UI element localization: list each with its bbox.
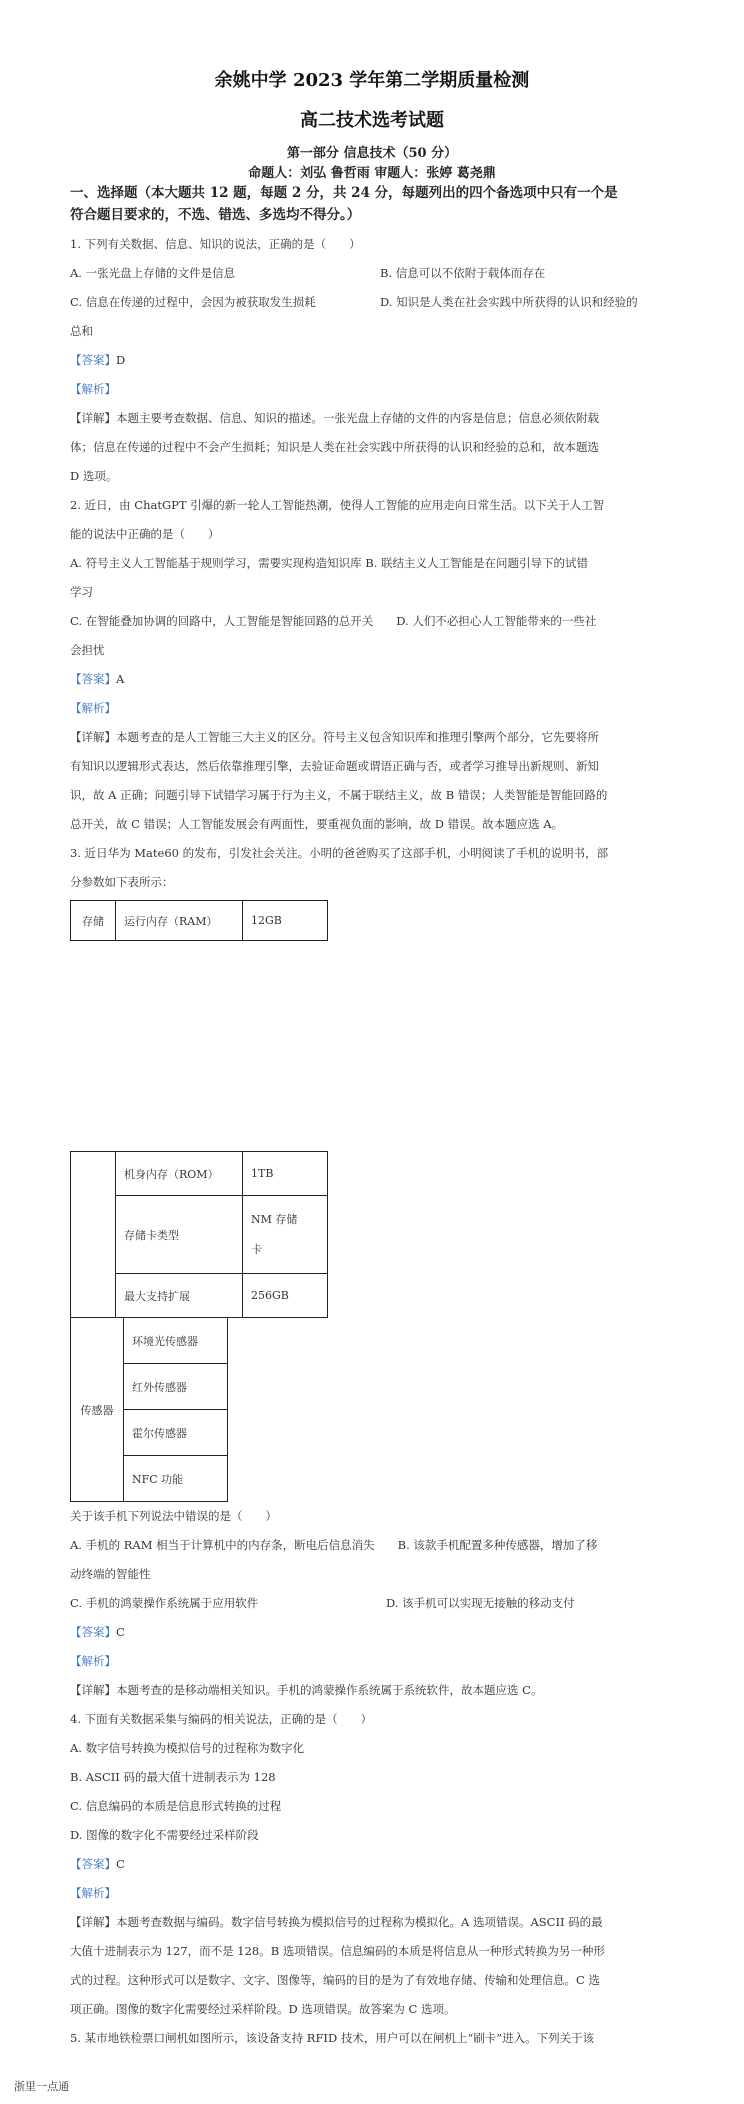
- q3-stem-2: 分参数如下表所示：: [70, 875, 174, 889]
- q3-stem-1: 3. 近日华为 Mate60 的发布，引发社会关注。小明的爸爸购买了这部手机，小明阅读了手机的说明书，部: [70, 846, 609, 860]
- q2-detail-4: 总开关，故 C 错误；人工智能发展会有两面性，要重视负面的影响，故 D 错误。故本题应选 A。: [70, 817, 564, 831]
- spec-group-storage: 存储: [71, 901, 116, 941]
- sensor-item: 环境光传感器: [124, 1318, 228, 1364]
- footer-source: 浙里一点通: [14, 2080, 69, 2093]
- q1-detail-1: 【详解】本题主要考查数据、信息、知识的描述。一张光盘上存储的文件的内容是信息；信息必须依附载: [70, 411, 599, 425]
- q3-option-d: D. 该手机可以实现无接触的移动支付: [386, 1596, 575, 1610]
- q2-stem-1: 2. 近日，由 ChatGPT 引爆的新一轮人工智能热潮，使得人工智能的应用走向日常生活。以下关于人工智: [70, 498, 605, 512]
- q4-option-a: A. 数字信号转换为模拟信号的过程称为数字化: [70, 1741, 305, 1755]
- q4-option-c: C. 信息编码的本质是信息形式转换的过程: [70, 1799, 282, 1813]
- exam-subtitle: 高二技术选考试题: [300, 110, 444, 131]
- q3-options-cd: [70, 1589, 690, 1618]
- spec-group-sensors: 传感器: [71, 1318, 124, 1502]
- q4-detail-2: 大值十进制表示为 127，而不是 128。B 选项错误。信息编码的本质是将信息从一种形式转换为另一种形: [70, 1944, 605, 1958]
- spec-ram-value: 12GB: [243, 901, 328, 941]
- section-heading-line2: 符合题目要求的，不选、错选、多选均不得分。）: [70, 207, 361, 223]
- q1-option-b: B. 信息可以不依附于载体而存在: [380, 266, 546, 280]
- q1-answer: 【答案】D: [70, 353, 126, 367]
- q1-option-d-cont: 总和: [70, 324, 93, 338]
- spec-card-value: NM 存储 卡: [243, 1196, 328, 1274]
- q4-answer: 【答案】C: [70, 1857, 125, 1871]
- q1-analysis-label: 【解析】: [70, 382, 116, 396]
- q2-detail-3: 识，故 A 正确；问题引导下试错学习属于行为主义，不属于联结主义，故 B 错误；人类智能是智能回路的: [70, 788, 608, 802]
- q3-answer: 【答案】C: [70, 1625, 125, 1639]
- q2-answer: 【答案】A: [70, 672, 125, 686]
- q5-stem-1: 5. 某市地铁检票口闸机如图所示，该设备支持 RFID 技术，用户可以在闸机上“刷卡”进入。下列关于该: [70, 2031, 595, 2045]
- part-heading: 第一部分 信息技术（50 分）: [286, 146, 458, 161]
- exam-title: 余姚中学 2023 学年第二学期质量检测: [214, 70, 530, 91]
- q1-detail-2: 体；信息在传递的过程中不会产生损耗；知识是人类在社会实践中所获得的认识和经验的总和，故本题选: [70, 440, 599, 454]
- q3-option-c: C. 手机的鸿蒙操作系统属于应用软件: [70, 1596, 259, 1610]
- q2-analysis-label: 【解析】: [70, 701, 116, 715]
- q1-options-cd: [70, 288, 690, 317]
- q4-option-b: B. ASCII 码的最大值十进制表示为 128: [70, 1770, 276, 1784]
- spec-table-sensors: [70, 1317, 228, 1502]
- spec-table-top: [70, 900, 328, 941]
- sensor-item: 红外传感器: [124, 1364, 228, 1410]
- authors-line: 命题人：刘弘 鲁哲雨 审题人：张婷 葛尧鼎: [248, 166, 496, 181]
- q3-options-ab-1: A. 手机的 RAM 相当于计算机中的内存条，断电后信息消失 B. 该款手机配置多种传感器，增加了移: [70, 1538, 598, 1552]
- q1-option-d: D. 知识是人类在社会实践中所获得的认识和经验的: [380, 295, 638, 309]
- q4-detail-1: 【详解】本题考查数据与编码。数字信号转换为模拟信号的过程称为模拟化。A 选项错误。ASCII 码的最: [70, 1915, 603, 1929]
- q2-options-ab-1: A. 符号主义人工智能基于规则学习，需要实现构造知识库 B. 联结主义人工智能是在问题引导下的试错: [70, 556, 589, 570]
- q1-options-ab: [70, 259, 690, 288]
- spec-rom-label: 机身内存（ROM）: [116, 1152, 243, 1196]
- spec-ext-value: 256GB: [243, 1274, 328, 1318]
- section-heading-line1: 一、选择题（本大题共 12 题，每题 2 分，共 24 分，每题列出的四个备选项中只有一个是: [70, 185, 618, 201]
- q3-question: 关于该手机下列说法中错误的是（ ）: [70, 1509, 277, 1523]
- q4-option-d: D. 图像的数字化不需要经过采样阶段: [70, 1828, 259, 1842]
- q4-analysis-label: 【解析】: [70, 1886, 116, 1900]
- q2-detail-1: 【详解】本题考查的是人工智能三大主义的区分。符号主义包含知识库和推理引擎两个部分，它先要将所: [70, 730, 599, 744]
- q3-analysis-label: 【解析】: [70, 1654, 116, 1668]
- q4-detail-3: 式的过程。这种形式可以是数字、文字、图像等，编码的目的是为了有效地存储、传输和处理信息。C 选: [70, 1973, 600, 1987]
- q2-stem-2: 能的说法中正确的是（ ）: [70, 527, 220, 541]
- spec-rom-value: 1TB: [243, 1152, 328, 1196]
- spec-table-storage: [70, 1151, 328, 1318]
- spec-card-label: 存储卡类型: [116, 1196, 243, 1274]
- q2-options-cd-1: C. 在智能叠加协调的回路中，人工智能是智能回路的总开关 D. 人们不必担心人工智能带来的一些社: [70, 614, 597, 628]
- q2-options-ab-2: 学习: [70, 585, 93, 599]
- q1-option-c: C. 信息在传递的过程中，会因为被获取发生损耗: [70, 295, 316, 309]
- q4-detail-4: 项正确。图像的数字化需要经过采样阶段。D 选项错误。故答案为 C 选项。: [70, 2002, 456, 2016]
- q1-detail-3: D 选项。: [70, 469, 118, 483]
- q3-detail: 【详解】本题考查的是移动端相关知识。手机的鸿蒙操作系统属于系统软件，故本题应选 C。: [70, 1683, 543, 1697]
- q1-stem: 1. 下列有关数据、信息、知识的说法，正确的是（ ）: [70, 237, 361, 251]
- q3-options-ab-2: 动终端的智能性: [70, 1567, 151, 1581]
- q1-option-a: A. 一张光盘上存储的文件是信息: [70, 266, 236, 280]
- sensor-item: NFC 功能: [124, 1456, 228, 1502]
- q4-stem: 4. 下面有关数据采集与编码的相关说法，正确的是（ ）: [70, 1712, 373, 1726]
- spec-ext-label: 最大支持扩展: [116, 1274, 243, 1318]
- spec-storage-spacer: [71, 1152, 116, 1318]
- q2-options-cd-2: 会担忧: [70, 643, 105, 657]
- spec-ram-label: 运行内存（RAM）: [116, 901, 243, 941]
- q2-detail-2: 有知识以逻辑形式表达，然后依靠推理引擎，去验证命题或谓语正确与否，或者学习推导出新规则、新知: [70, 759, 599, 773]
- sensor-item: 霍尔传感器: [124, 1410, 228, 1456]
